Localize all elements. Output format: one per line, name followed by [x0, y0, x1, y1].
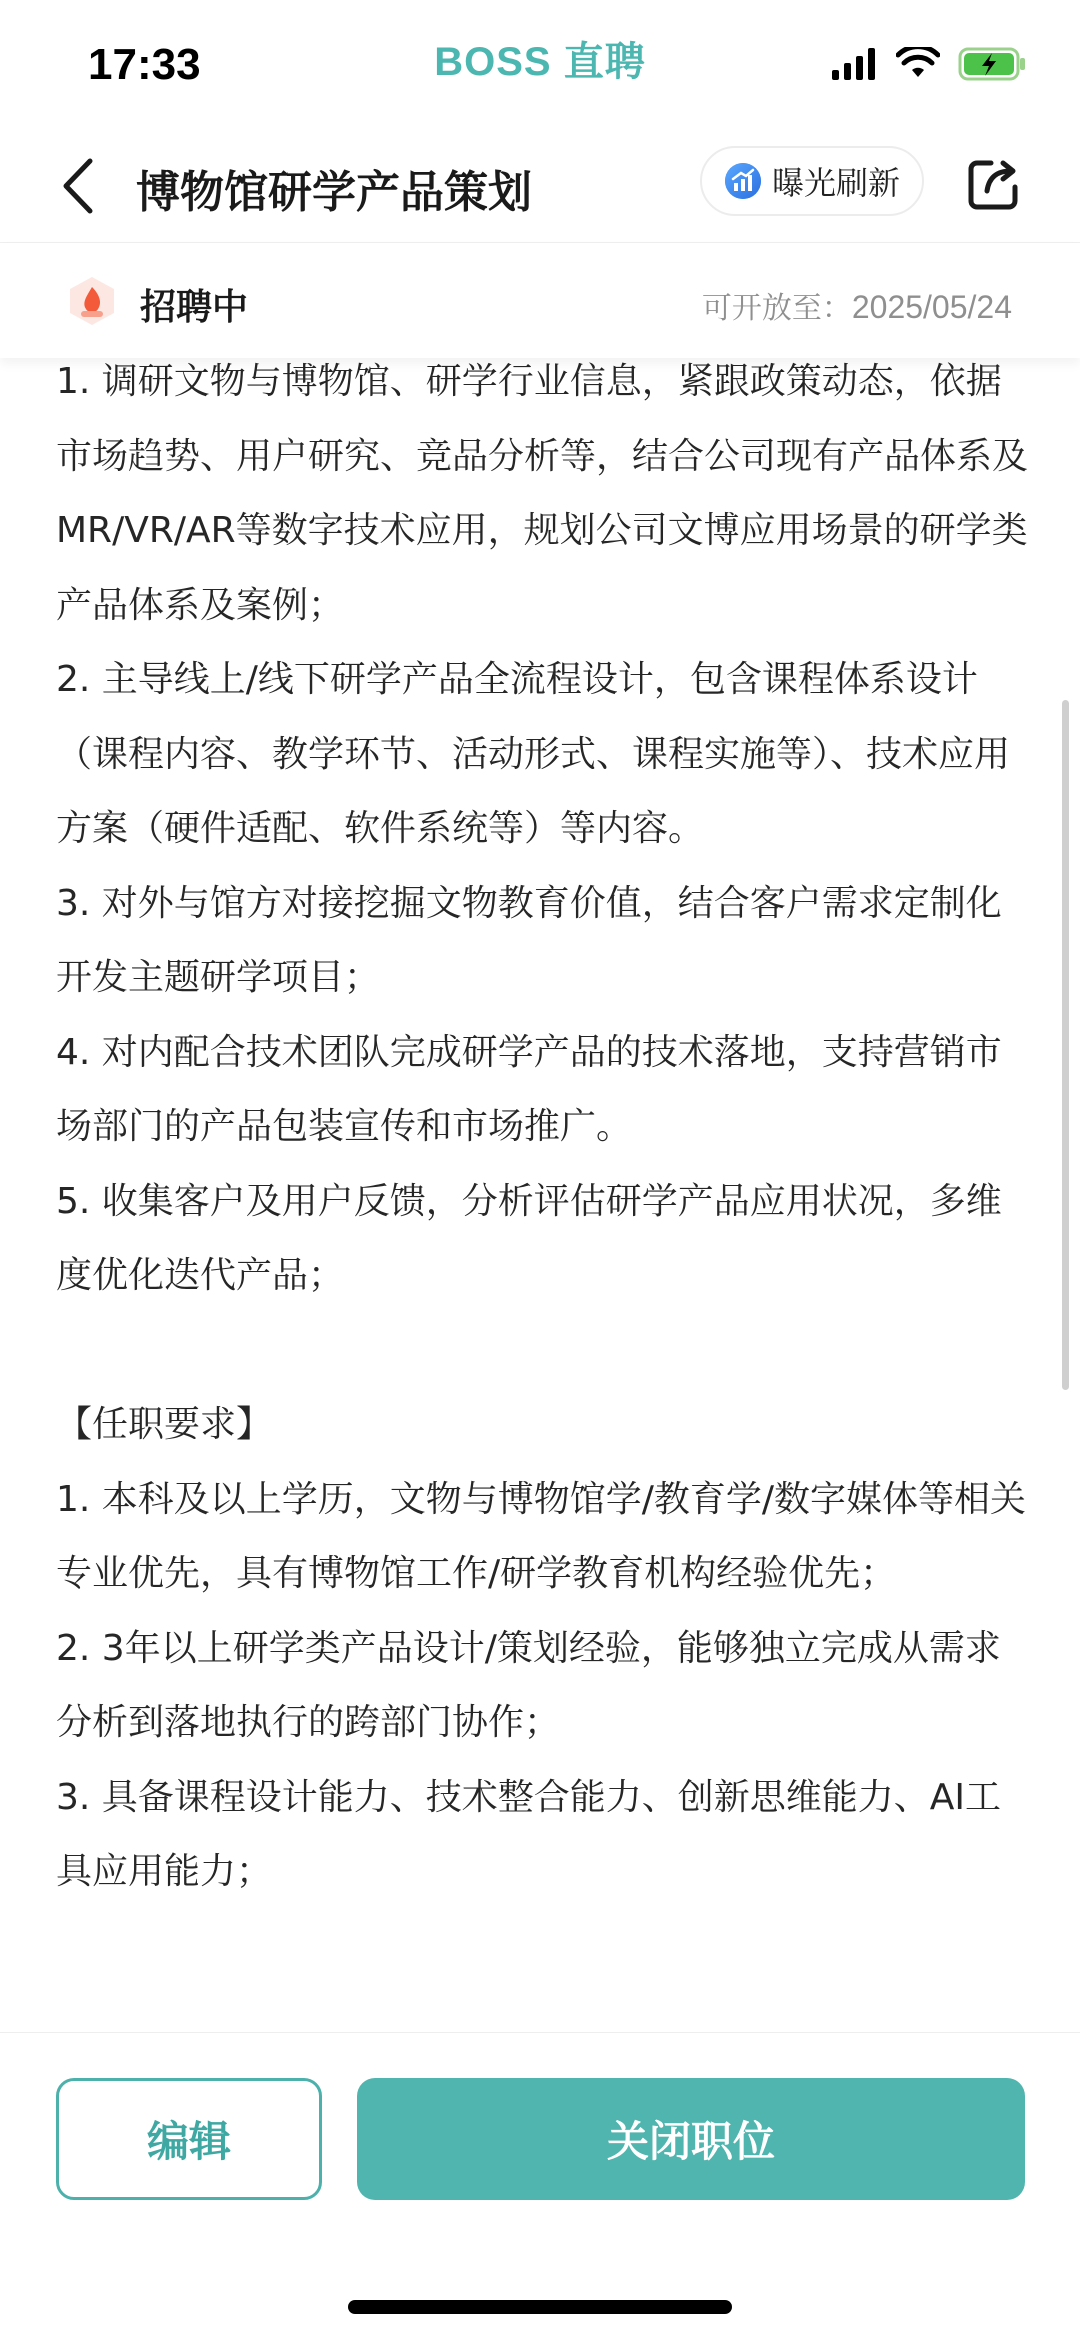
page-title: 博物馆研学产品策划 [136, 167, 532, 218]
battery-charging-icon [958, 46, 1028, 82]
refresh-exposure-label: 曝光刷新 [771, 164, 900, 202]
description-paragraph: 2. 主导线上/线下研学产品全流程设计，包含课程体系设计（课程内容、教学环节、活动形式、课程实施等）、技术应用方案（硬件适配、软件系统等）等内容。 [56, 659, 1011, 849]
open-until-label: 可开放至： [701, 291, 852, 326]
job-description[interactable] [56, 345, 1036, 2030]
home-indicator[interactable] [348, 2300, 732, 2314]
back-arrow-icon [60, 157, 96, 215]
recruit-status-label: 招聘中 [140, 287, 249, 328]
requirement-paragraph: 3. 具备课程设计能力、技术整合能力、创新思维能力、AI工具应用能力； [56, 1776, 1002, 1892]
share-button[interactable] [960, 152, 1026, 218]
page-header [0, 130, 1080, 243]
description-paragraph: 3. 对外与馆方对接挖掘文物教育价值，结合客户需求定制化开发主题研学项目； [56, 882, 1002, 998]
refresh-chart-icon [724, 162, 762, 200]
back-button[interactable] [52, 154, 104, 218]
signal-icon [830, 48, 878, 80]
carrier-name: BOSS 直聘 [434, 40, 646, 84]
open-until [702, 283, 1012, 327]
requirement-paragraph: 1. 本科及以上学历，文物与博物馆学/教育学/数字媒体等相关专业优先，具有博物馆工作/研学教育机构经验优先； [56, 1478, 1027, 1594]
status-time: 17:33 [88, 40, 201, 89]
description-paragraph: 5. 收集客户及用户反馈，分析评估研学产品应用状况，多维度优化迭代产品； [56, 1180, 1002, 1296]
share-icon [965, 157, 1021, 213]
requirement-paragraph: 2. 3年以上研学类产品设计/策划经验，能够独立完成从需求分析到落地执行的跨部门协作； [56, 1627, 1001, 1743]
close-position-button[interactable]: 关闭职位 [357, 2078, 1025, 2200]
content-scrollbar[interactable] [1062, 700, 1069, 1390]
status-logo-icon [64, 273, 120, 329]
bottom-action-bar [0, 2032, 1080, 2338]
recruit-status-row [0, 243, 1080, 358]
edit-button[interactable]: 编辑 [56, 2078, 322, 2200]
description-paragraph: 1. 调研文物与博物馆、研学行业信息，紧跟政策动态，依据市场趋势、用户研究、竞品分析等，结合公司现有产品体系及MR/VR/AR等数字技术应用，规划公司文博应用场景的研学类产品体系及案例； [56, 361, 1029, 626]
refresh-exposure-button[interactable] [700, 146, 924, 216]
requirements-heading: 【任职要求】 [56, 1404, 273, 1445]
status-bar [0, 0, 1080, 130]
status-icons [830, 46, 1028, 82]
open-until-date: 2025/05/24 [851, 289, 1012, 325]
description-paragraph: 4. 对内配合技术团队完成研学产品的技术落地，支持营销市场部门的产品包装宣传和市场推广。 [56, 1031, 1002, 1147]
paragraph-spacer [56, 1314, 1036, 1389]
wifi-icon [896, 47, 940, 81]
